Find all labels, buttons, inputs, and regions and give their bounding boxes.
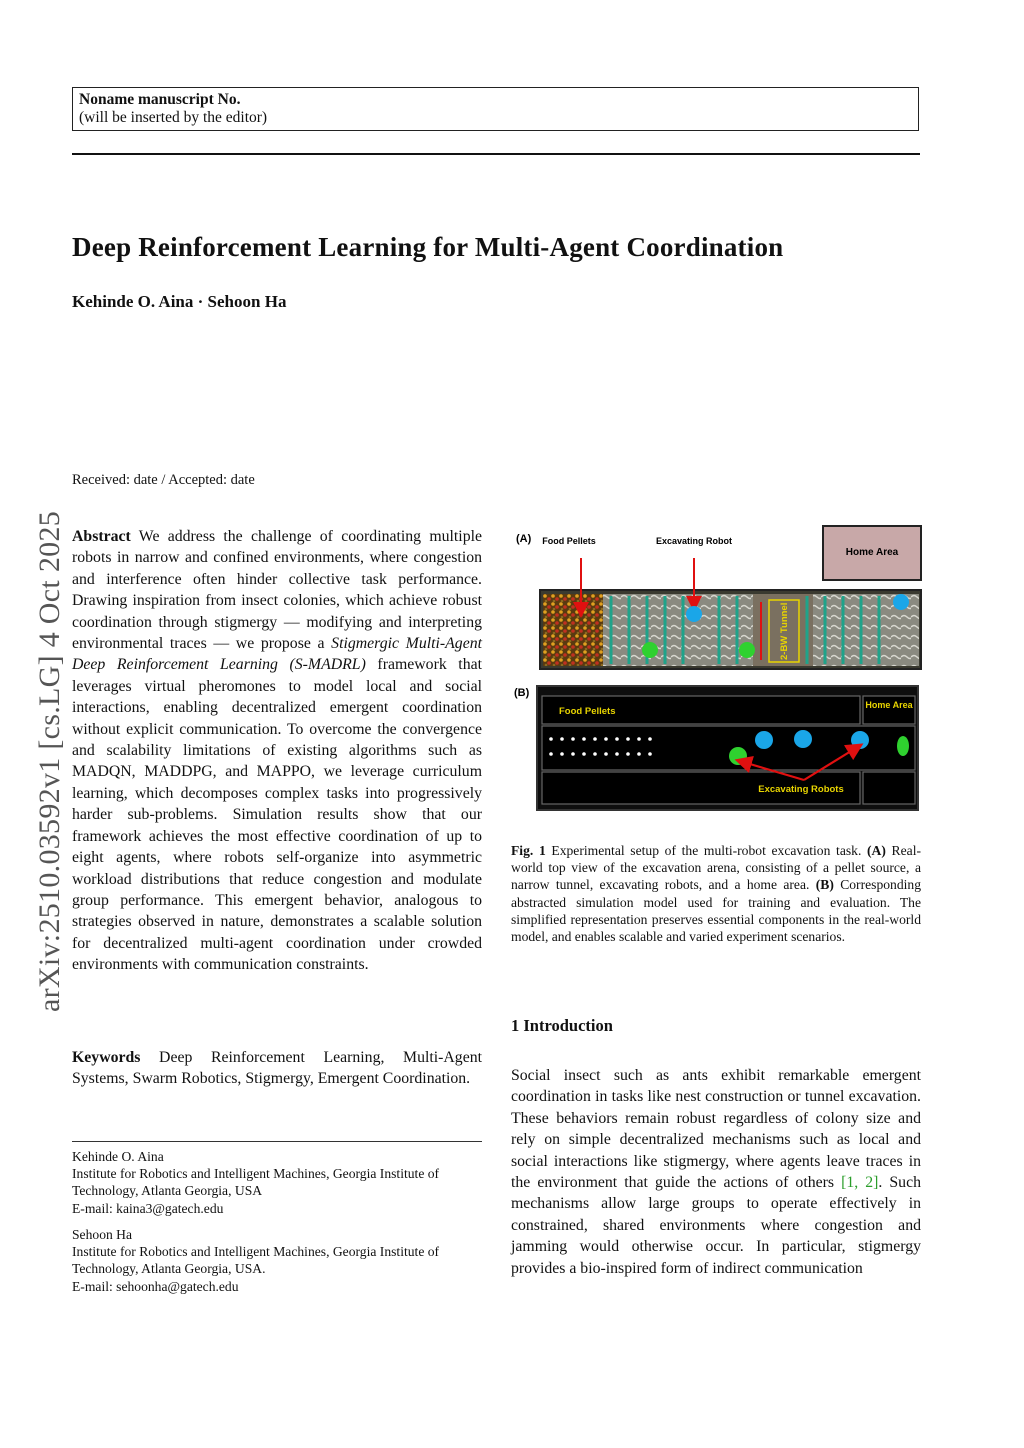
sim-robot-blue [755, 731, 773, 749]
arxiv-stamp: arXiv:2510.03592v1 [cs.LG] 4 Oct 2025 [33, 510, 66, 1012]
caption-label: Fig. 1 [511, 843, 546, 858]
sim-robot-blue [851, 731, 869, 749]
footnote-rule [72, 1141, 482, 1142]
home-area-annotation: Home Area [845, 547, 899, 558]
caption-a-label: (A) [867, 843, 886, 858]
intro-text-1: Social insect such as ants exhibit remarkable emergent coordination in tasks like nest construction or tunnel excavation. These behaviors remain robust regardless of colony size and rely on simple decentralized mechanisms such as local and social interactions like stigmergy, where agents leave traces in the environment that guide the actions of others [511, 1067, 921, 1192]
photo-robot-blue [893, 594, 909, 610]
pellet-source [543, 594, 603, 666]
sim-bottom-right-box [863, 772, 915, 804]
caption-b-label: (B) [815, 877, 834, 893]
affiliation-name: Kehinde O. Aina [72, 1149, 164, 1164]
photo-robot-green [739, 642, 755, 658]
abstract [72, 526, 482, 976]
sim-home-area-label: Home Area [865, 700, 913, 710]
affiliation-email: E-mail: sehoonha@gatech.edu [72, 1278, 239, 1294]
tunnel-annotation: 2-BW Tunnel [779, 602, 790, 660]
abstract-label: Abstract [72, 528, 131, 545]
paper-title: Deep Reinforcement Learning for Multi-Agent Coordination [72, 232, 784, 262]
editor-note-box [72, 87, 919, 131]
citation-link[interactable]: [1, 2] [841, 1174, 879, 1192]
figure-1 [511, 522, 923, 812]
caption-text-2: Real-world top view of the excavation arena, consisting of a pellet source, a narrow tunnel, excavating robots, and a home area. [511, 843, 921, 893]
received-date: Received: date / Accepted: date [72, 472, 255, 488]
section-heading-introduction: 1 Introduction [511, 1016, 613, 1035]
abstract-text-1: We address the challenge of coordinating multiple robots in narrow and confined environments, where congestion and interference often hinder collective task performance. Drawing inspiration from insect colonies, which achieve robust coordination through stigmergy — modifying and interpreting environmental traces — we propose a [72, 528, 482, 653]
sim-excavating-robots-label: Excavating Robots [758, 784, 844, 795]
excavating-robot-annotation: Excavating Robot [655, 536, 733, 546]
caption-text-3: Corresponding abstracted simulation model used for training and evaluation. The simplified representation preserves essential components in the real-world model, and enables scalable and varied experiment scenarios. [511, 877, 921, 945]
affiliation-email: E-mail: kaina3@gatech.edu [72, 1200, 224, 1216]
abstract-text-2: framework that leverages virtual pheromones to model local and social interactions, enabling decentralized emergent coordination without explicit communication. To overcome the convergence and scalability limitations of existing algorithms such as MADQN, MADDPG, and MAPPO, we leverage curriculum learning, which decomposes complex tasks into progressively harder sub-problems. Simulation results show that our framework achieves the most effective coordination of up to eight agents, where robots self-organize into asymmetric workload distributions that reduce congestion and modulate group performance. This emergent behavior, analogous to strategies observed in nature, demonstrates a scalable solution for decentralized multi-agent coordination under crowded environments with communication constraints. [72, 656, 482, 974]
panel-b-label: (B) [514, 687, 530, 699]
affiliation-name: Sehoon Ha [72, 1227, 133, 1242]
affiliation-institution: Institute for Robotics and Intelligent Machines, Georgia Institute of Technology, Atlanta Georgia, USA. [72, 1244, 440, 1277]
editor-note-line2: (will be inserted by the editor) [79, 109, 268, 126]
sim-robot-blue [794, 730, 812, 748]
introduction-text [511, 1065, 921, 1279]
food-pellets-annotation: Food Pellets [542, 536, 596, 546]
figure-caption [511, 842, 921, 945]
intro-text-2: . Such mechanisms allow large groups to operate effectively in constrained, shared environments where congestion and jamming would otherwise occur. In particular, stigmergy provides a bio-inspired form of indirect communication [511, 1174, 921, 1277]
sim-food-pellets-label: Food Pellets [559, 706, 616, 717]
paper-authors: Kehinde O. Aina · Sehoon Ha [72, 292, 287, 311]
abstract-framework: Stigmergic Multi-Agent Deep Reinforcement Learning (S-MADRL) [72, 635, 482, 674]
keywords-text: Deep Reinforcement Learning, Multi-Agent Systems, Swarm Robotics, Stigmergy, Emergent Coordination. [72, 1049, 482, 1088]
editor-note-line1: Noname manuscript No. [79, 91, 241, 108]
panel-a-label: (A) [516, 533, 532, 545]
affiliation-1 [72, 1148, 484, 1217]
header-rule [72, 153, 920, 155]
sim-robot-green [897, 736, 909, 756]
keywords [72, 1047, 482, 1090]
affiliation-2 [72, 1226, 484, 1295]
caption-text-1: Experimental setup of the multi-robot excavation task. [545, 843, 868, 858]
affiliation-institution: Institute for Robotics and Intelligent Machines, Georgia Institute of Technology, Atlanta Georgia, USA [72, 1166, 440, 1199]
photo-robot-green [642, 642, 658, 658]
arena-floor [603, 594, 753, 666]
photo-robot-blue [686, 606, 702, 622]
keywords-label: Keywords [72, 1049, 141, 1066]
